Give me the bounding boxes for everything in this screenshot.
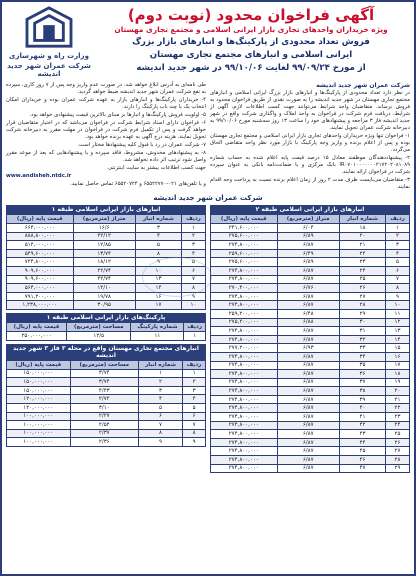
table-cell: ۲۳ [386, 413, 410, 422]
table-cell: ۵ [138, 403, 182, 412]
table-cell: ۶/۸۷ [277, 370, 339, 379]
table-row [211, 301, 410, 310]
stamp-icon [142, 257, 212, 297]
table-cell: ۱۷ [135, 301, 181, 310]
table-cell: ۶/۸۸ [277, 318, 339, 327]
table-cell: ۱۱ [131, 331, 184, 340]
column-header: قیمت پایه (ریال) [7, 322, 67, 331]
table-row [211, 344, 410, 353]
table-cell: ۲۷۴,۸۰۰,۰۰۰ [211, 447, 278, 456]
paragraph: ۱- فراخوان تنها ویژه خریداران واحدهای تجاری بازار ایرانی اسلامی و مجتمع تجاری مهستان بوده و پس از اعلام برنده و واریز وجه پارکینگ با بازار مورد نظر واحد متقاضی الحاق می‌گردد. [210, 133, 410, 153]
table-cell: ۲۴۱,۶۰۰,۰۰۰ [211, 224, 278, 233]
table-cell: ۲۷۰,۴۰۰,۰۰۰ [211, 284, 278, 293]
table-cell: ۶/۸۷ [277, 447, 339, 456]
table-cell: ۳ [182, 241, 206, 250]
table-cell: ۴۳ [339, 430, 385, 439]
table-cell: ۲۷۴,۸۰۰,۰۰۰ [211, 378, 278, 387]
table-cell: ۲ [183, 378, 206, 387]
table-cell: ۱۴ [386, 335, 410, 344]
table-cell: ۸ [183, 429, 206, 438]
table-row [7, 241, 206, 250]
table-cell: ۳۴ [339, 352, 385, 361]
table-row [211, 232, 410, 241]
table-cell: ۵۱۴,۰۰۰,۰۰۰ [7, 241, 74, 250]
table-cell: ۲/۵۴ [70, 421, 138, 430]
table-cell: ۷۲۴,۸۰۰,۰۰۰ [7, 258, 74, 267]
table-cell: ۶/۸۹ [277, 258, 339, 267]
mahestan-storage-table [6, 360, 206, 447]
company-logo-icon [20, 6, 78, 50]
table-cell: ۳۱ [339, 327, 385, 336]
table-row [211, 335, 410, 344]
table-cell: ۱۲۰,۰۰۰,۰۰۰ [7, 403, 71, 412]
storage-table-floor-2 [210, 214, 410, 473]
title-block [92, 6, 410, 78]
table-cell: ۹ [386, 292, 410, 301]
table-cell: ۹ [182, 292, 206, 301]
table-cell: ۹ [138, 438, 182, 447]
paragraph: ۸- به پیشنهادهای مخدوش، مشروط، فاقد سپرده و یا پیشنهادهایی که بعد از موعد مقرر واصل شود ترتیب اثر داده نخواهد شد. [6, 150, 206, 163]
table-row [7, 386, 206, 395]
table-cell: ۳۸ [339, 387, 385, 396]
table-cell: ۲۷۷,۲۰۰,۰۰۰ [211, 344, 278, 353]
table-row [7, 224, 206, 233]
table-row [211, 430, 410, 439]
table-row [211, 318, 410, 327]
body-column-right [210, 82, 410, 192]
table-cell: ۲۲/۷۴ [73, 266, 135, 275]
table-row [7, 429, 206, 438]
table-cell: ۶/۸۷ [277, 438, 339, 447]
table-cell: ۱۸ [339, 224, 385, 233]
table-row [211, 249, 410, 258]
table-cell: ۶/۹۳ [277, 344, 339, 353]
column-header: شماره انبار [135, 215, 181, 224]
table-cell: ۶/۸۷ [277, 404, 339, 413]
description-line-3: از مورخ ۹۹/۰۹/۲۴ لغایت ۹۹/۱۰/۰۶ در شهر جدید اندیشه [136, 63, 366, 73]
table-cell: ۲۷۴,۸۰۰,۰۰۰ [211, 395, 278, 404]
table-cell: ۶/۸۷ [277, 430, 339, 439]
table-row [211, 370, 410, 379]
table-cell: ۵۶۴,۰۰۰,۰۰۰ [7, 284, 74, 293]
table-cell: ۶/۷۶ [277, 284, 339, 293]
table-cell: ۴۴ [339, 438, 385, 447]
table-cell: ۲۷۴,۸۰۰,۰۰۰ [211, 292, 278, 301]
paragraph: ۶- فراخوان دارای اسناد شرایط شرکت در فراخوان می‌باشد که در اختیار متقاضیان قرار خواهد گرفت و پس از تکمیل فرم شرکت در فراخوان در مهلت مقرر به دبیرخانه شرکت تحویل نمایند. هزینه درج آگهی به عهده برنده خواهد بود. [6, 120, 206, 140]
table-cell: ۴ [138, 395, 182, 404]
table-cell: ۵۴۹,۶۰۰,۰۰۰ [7, 249, 74, 258]
table-cell: ۱۲/۸۵ [73, 241, 135, 250]
paragraph: جهت کسب اطلاعات بیشتر به سایت اینترنتی [108, 165, 206, 171]
paragraph: ۴- خریداران پارکینگ‌ها و انبارهای بازار به عهده شرکت عمران بوده و خریداران امکان انتخاب یک یا چند باب پارکینگ را دارند. [6, 97, 206, 110]
table-cell: ۹ [135, 258, 181, 267]
paragraph: در نظر دارد تعداد محدودی از پارکینگ‌ها و انبارهای بازار بزرگ ایرانی اسلامی و انبارهای مجتمع تجاری مهستان در شهر جدید اندیشه را به صورت نقدی از طریق فراخوان محدود به فروش برساند. متقاضیان واجد شرایط می‌توانند جهت کسب اطلاعات لازم، آگهی از شرایط، دریافت فرم شرکت در فراخوان به واحد املاک و واگذاری شرکت واقع در شهر جدید اندیشه فاز ۳ مراجعه و پیشنهادهای خود را ساعت ۱۳ روز سه‌شنبه مورخ ۹۹/۱۰/۰۶ به دبیرخانه شرکت عمران تحویل نمایند. [210, 90, 410, 131]
table-column-right [210, 205, 410, 473]
table-cell: ۲۴ [386, 421, 410, 430]
table-cell: ۲۷۴,۸۰۰,۰۰۰ [211, 456, 278, 465]
table-cell: ۶/۰۴ [277, 224, 339, 233]
table-row [211, 464, 410, 473]
table-cell: ۷۹۱,۲۰۰,۰۰۰ [7, 292, 74, 301]
table-cell: ۲۷ [339, 292, 385, 301]
table-cell: ۲۷۴,۸۰۰,۰۰۰ [211, 370, 278, 379]
table-cell: ۱ [138, 369, 182, 378]
table-cell: ۲/۳۶ [70, 438, 138, 447]
table-row [7, 421, 206, 430]
table-cell: ۸ [138, 429, 182, 438]
column-header: شماره انبار [138, 360, 182, 369]
table-cell: ۲۵۹,۶۰۰,۰۰۰ [211, 249, 278, 258]
table-cell: ۶/۸۷ [277, 292, 339, 301]
table-cell: ۱۹/۷۸ [73, 292, 135, 301]
column-header: ردیف [184, 322, 206, 331]
table-cell: ۱۲/۵ [66, 331, 130, 340]
table-cell: ۴ [386, 249, 410, 258]
table-cell: ۱,۲۳۸,۰۰۰,۰۰۰ [7, 301, 74, 310]
table-row [7, 412, 206, 421]
table-row [7, 438, 206, 447]
table-cell: ۸ [386, 284, 410, 293]
table-cell: ۶/۸۷ [277, 266, 339, 275]
table-cell: ۱۲ [386, 318, 410, 327]
table-cell: ۱۰۰,۰۰۰,۰۰۰ [7, 412, 71, 421]
table-header-row [7, 322, 206, 331]
table-cell: ۳۵ [339, 361, 385, 370]
paragraph: ۳- متقاضیان می‌بایست ظرف مدت ۲ روز از زمان اعلام برنده نسبت به پرداخت وجه اقدام نمایند. [210, 177, 410, 190]
table-cell: ۱۴/۱۰ [73, 284, 135, 293]
table-cell: ۲۷۴,۸۰۰,۰۰۰ [211, 421, 278, 430]
table-cell: ۲۲/۱۲ [73, 232, 135, 241]
table-cell: ۷ [138, 421, 182, 430]
table-cell: ۱ [184, 331, 206, 340]
table-header-row [7, 360, 206, 369]
column-header: شماره پارکینگ [131, 322, 184, 331]
table-cell: ۳ [386, 241, 410, 250]
table-cell: ۱۵ [386, 344, 410, 353]
table-cell: ۲۷۵,۶۰۰,۰۰۰ [211, 258, 278, 267]
table-cell: ۱۰ [135, 266, 181, 275]
table-cell: ۳۷ [339, 378, 385, 387]
table-cell: ۳ [138, 386, 182, 395]
page-subtitle: ویژه خریداران واحدهای تجاری بازار ایرانی اسلامی و مجتمع تجاری مهستان [114, 25, 388, 34]
table-row [211, 224, 410, 233]
table-cell: ۲۷۴,۸۰۰,۰۰۰ [211, 413, 278, 422]
table-cell: ۶/۸۷ [277, 301, 339, 310]
table-cell: ۶ [138, 412, 182, 421]
body-column-left [6, 82, 206, 192]
table-cell: ۱۴ [135, 284, 181, 293]
table-cell: ۳ [183, 386, 206, 395]
website-link[interactable]: www.andisheh.ntdc.ir [6, 173, 72, 179]
table-cell: ۸ [135, 249, 181, 258]
table-cell: ۴ [183, 395, 206, 404]
table-cell: ۱ [183, 369, 206, 378]
table-row [7, 369, 206, 378]
table-row [211, 241, 410, 250]
column-header: ردیف [182, 215, 206, 224]
page-title: آگهی فراخوان محدود (نوبت دوم) [127, 6, 375, 24]
table-row [7, 378, 206, 387]
table-cell: ۹۰۹,۶۰۰,۰۰۰ [7, 275, 74, 284]
table-cell: ۶/۸۷ [277, 413, 339, 422]
column-header: ردیف [386, 215, 410, 224]
table-cell: ۱۶ [386, 352, 410, 361]
table-row [211, 421, 410, 430]
table-cell: ۳۹ [339, 395, 385, 404]
table-cell: ۲۷ [386, 447, 410, 456]
table-cell: ۶۶۴,۰۰۰,۰۰۰ [7, 224, 74, 233]
table-cell: ۱۳ [135, 275, 181, 284]
table-cell: ۲۷۴,۸۰۰,۰۰۰ [211, 266, 278, 275]
table-cell: ۱ [386, 224, 410, 233]
table-cell: ۲۹ [386, 464, 410, 473]
table-cell: ۲۷۴,۸۰۰,۰۰۰ [211, 241, 278, 250]
table-row [211, 447, 410, 456]
table-cell: ۲۷۴,۸۰۰,۰۰۰ [211, 430, 278, 439]
table-caption: انبارهای بازار ایرانی اسلامی طبقه ۲ [210, 205, 410, 214]
table-cell: ۲۷۴,۸۰۰,۰۰۰ [211, 327, 278, 336]
description-line-2: ایرانی اسلامی و انبارهای مجتمع تجاری مهستان [149, 50, 353, 60]
table-caption: انبارهای مجتمع تجاری مهستان واقع در محله ۳ فاز ۳ شهر جدید اندیشه [6, 344, 206, 360]
table-cell: ۵ [386, 258, 410, 267]
header [6, 6, 410, 78]
table-row [7, 403, 206, 412]
table-cell: ۲۹ [339, 309, 385, 318]
table-row [211, 413, 410, 422]
table-cell: ۲۸ [386, 456, 410, 465]
table-cell: ۲۶ [339, 284, 385, 293]
table-row [211, 456, 410, 465]
section-heading: شرکت عمران شهر جدید اندیشه [316, 82, 410, 89]
body-text [6, 82, 410, 192]
table-cell: ۳ [135, 224, 181, 233]
table-cell: ۳۶ [339, 370, 385, 379]
table-cell: ۲۵۰,۰۰۰,۰۰۰ [7, 331, 67, 340]
logo [6, 6, 92, 78]
table-cell: ۲۱ [339, 241, 385, 250]
table-cell: ۶ [183, 412, 206, 421]
table-cell: ۴ [182, 249, 206, 258]
table-cell: ۶ [182, 266, 206, 275]
paragraph: ۲- پیشنهاددهندگان موظفند معادل ۱۵ درصد قیمت پایه اعلام شده به حساب شماره IR۰۷۰۱۰۰۰۰۰۰۰۲۱۷۲۰۲۰۸۱۰۸۹ بانک مرکزی و یا ضمانت‌نامه بانکی به عنوان سپرده شرکت در فراخوان ارائه نمایند. [210, 155, 411, 175]
column-header: ردیف [183, 360, 206, 369]
table-cell: ۲۷۴,۸۰۰,۰۰۰ [211, 387, 278, 396]
paragraph: ۵- اولویت فروش پارکینگ‌ها و انبارها بر مبنای بالاترین قیمت پیشنهادی خواهد بود. [29, 112, 206, 118]
table-column-left [6, 205, 206, 473]
table-cell: ۲۵۹,۲۰۰,۰۰۰ [211, 309, 278, 318]
table-cell: ۳/۱۰ [70, 403, 138, 412]
table-cell: ۵ [183, 403, 206, 412]
table-row [7, 331, 206, 340]
table-cell: ۱۰ [182, 301, 206, 310]
table-cell: ۲/۷۲ [70, 395, 138, 404]
table-cell: ۶/۸۷ [277, 456, 339, 465]
table-cell: ۱۵۰,۰۰۰,۰۰۰ [7, 369, 71, 378]
table-header-row [211, 215, 410, 224]
table-cell: ۴۶ [339, 456, 385, 465]
table-cell: ۳۰/۹۵ [73, 301, 135, 310]
table-cell: ۷ [183, 421, 206, 430]
table-cell: ۶/۸۷ [277, 335, 339, 344]
table-cell: ۳۲ [339, 335, 385, 344]
table-cell: ۹۰۹,۶۰۰,۰۰۰ [7, 266, 74, 275]
table-row [211, 404, 410, 413]
table-cell: ۲۷۴,۸۰۰,۰۰۰ [211, 404, 278, 413]
table-cell: ۲۷۴,۸۰۰,۰۰۰ [211, 335, 278, 344]
table-cell: ۴۰ [339, 404, 385, 413]
paragraph: طی نامه‌ای به آدرس ابلاغ خواهد شد. در صورت عدم واریز وجه پس از ۷ روز کاری، سپرده به نفع شرکت عمران شهر جدید اندیشه ضبط خواهد گردید. [6, 82, 206, 95]
table-cell: ۲۷۴,۸۰۰,۰۰۰ [211, 438, 278, 447]
table-cell: ۶/۸۷ [277, 241, 339, 250]
table-cell: ۱۲۰,۰۰۰,۰۰۰ [7, 395, 71, 404]
table-cell: ۵ [182, 258, 206, 267]
table-row [211, 258, 410, 267]
table-cell: ۸۸۸,۸۰۰,۰۰۰ [7, 232, 74, 241]
table-cell: ۱۰۰,۰۰۰,۰۰۰ [7, 438, 71, 447]
table-cell: ۶ [386, 266, 410, 275]
column-header: متراژ (مترمربع) [73, 215, 135, 224]
table-cell: ۱۰۰,۰۰۰,۰۰۰ [7, 429, 71, 438]
table-cell: ۶/۸۷ [277, 378, 339, 387]
description-line-1: فروش تعداد محدودی از پارکینگ‌ها و انبارهای بازار بزرگ [132, 37, 370, 47]
table-cell: ۲۵ [339, 275, 385, 284]
column-header: قیمت پایه (ریال) [7, 360, 71, 369]
table-cell: ۶/۸۷ [277, 352, 339, 361]
table-row [211, 309, 410, 318]
table-row [211, 438, 410, 447]
table-row [7, 232, 206, 241]
table-row [211, 361, 410, 370]
table-cell: ۱۵۰,۰۰۰,۰۰۰ [7, 378, 71, 387]
parking-table [6, 322, 206, 341]
table-cell: ۱۳ [386, 327, 410, 336]
table-cell: ۹ [183, 438, 206, 447]
table-caption: انبارهای بازار ایرانی اسلامی طبقه ۱ [6, 205, 206, 214]
table-cell: ۴ [135, 232, 181, 241]
column-header: متراژ (مترمربع) [277, 215, 339, 224]
table-cell: ۱۶ [135, 292, 181, 301]
table-row [211, 266, 410, 275]
table-cell: ۱۸ [386, 370, 410, 379]
table-cell: ۶/۸۷ [277, 361, 339, 370]
table-cell: ۲۲ [339, 249, 385, 258]
table-cell: ۸ [182, 284, 206, 293]
table-cell: ۲۱ [386, 395, 410, 404]
column-header: شماره انبار [339, 215, 385, 224]
table-cell: ۴۱ [339, 413, 385, 422]
signature: شرکت عمران شهر جدید اندیشه [153, 194, 263, 202]
table-cell: ۲۷۵,۶۰۰,۰۰۰ [211, 232, 278, 241]
column-header: مساحت (مترمربع) [70, 360, 138, 369]
table-cell: ۲۷۵,۲۰۰,۰۰۰ [211, 318, 278, 327]
table-row [211, 292, 410, 301]
table-cell: ۱۳/۷۴ [73, 249, 135, 258]
table-cell: ۱۹ [386, 378, 410, 387]
table-cell: ۲/۲۷ [70, 412, 138, 421]
table-cell: ۲۸ [339, 301, 385, 310]
table-cell: ۶/۸۷ [277, 395, 339, 404]
table-cell: ۶/۸۹ [277, 232, 339, 241]
table-cell: ۱۶/۶ [73, 224, 135, 233]
table-cell: ۲۴ [339, 266, 385, 275]
table-cell: ۲ [386, 232, 410, 241]
table-header-row [7, 215, 206, 224]
table-cell: ۱۵۰,۰۰۰,۰۰۰ [7, 386, 71, 395]
table-cell: ۶/۸۷ [277, 421, 339, 430]
table-cell: ۳۰ [339, 318, 385, 327]
table-row [211, 387, 410, 396]
table-cell: ۲ [182, 232, 206, 241]
table-cell: ۶/۸۷ [277, 464, 339, 473]
table-cell: ۴۲ [339, 421, 385, 430]
tables-section [6, 205, 410, 473]
table-cell: ۳/۷۴ [70, 369, 138, 378]
table-cell: ۳/۷۴ [70, 378, 138, 387]
table-cell: ۴۷ [339, 464, 385, 473]
table-cell: ۲۷۴,۸۰۰,۰۰۰ [211, 301, 278, 310]
table-cell: ۲۲/۷۴ [73, 275, 135, 284]
table-cell: ۵ [135, 241, 181, 250]
table-cell: ۷ [386, 275, 410, 284]
paragraph: و یا تلفن‌های ۰۲۱-۶۵۵۲۲۷۷۰ و ۶۵۵۲۰۷۲۴ تماس حاصل نمایید. [70, 181, 206, 187]
table-cell: ۶/۸۷ [277, 327, 339, 336]
table-cell: ۱ [182, 224, 206, 233]
table-cell: ۶/۴۸ [277, 309, 339, 318]
table-cell: ۲۳ [339, 258, 385, 267]
table-cell: ۱۰۰,۰۰۰,۰۰۰ [7, 421, 71, 430]
table-row [211, 327, 410, 336]
table-cell: ۲/۳۷ [70, 429, 138, 438]
table-cell: ۳۳ [339, 344, 385, 353]
table-cell: ۲۷۴,۸۰۰,۰۰۰ [211, 464, 278, 473]
table-cell: ۲۷۴,۸۰۰,۰۰۰ [211, 361, 278, 370]
table-row [7, 301, 206, 310]
table-cell: ۴۵ [339, 447, 385, 456]
table-cell: ۲۲ [386, 404, 410, 413]
column-header: قیمت پایه (ریال) [7, 215, 74, 224]
table-cell: ۲۷۴,۸۰۰,۰۰۰ [211, 352, 278, 361]
table-row [211, 395, 410, 404]
table-row [211, 284, 410, 293]
company-name: شرکت عمران شهر جدید اندیشه [7, 62, 91, 78]
paragraph: ۷- شرکت عمران در رد یا قبول کلیه پیشنهادها مختار است. [77, 142, 206, 148]
table-cell: ۱۸/۱۲ [73, 258, 135, 267]
table-cell: ۱۰ [386, 301, 410, 310]
table-cell: ۶/۸۷ [277, 387, 339, 396]
table-row [211, 352, 410, 361]
table-row [211, 275, 410, 284]
table-cell: ۲۰ [386, 387, 410, 396]
column-header: قیمت پایه (ریال) [211, 215, 278, 224]
table-cell: ۴/۴۳ [70, 386, 138, 395]
table-cell: ۲۵ [386, 430, 410, 439]
table-cell: ۶/۴۹ [277, 249, 339, 258]
table-cell: ۱۷ [386, 361, 410, 370]
table-cell: ۲ [138, 378, 182, 387]
ministry-name: وزارت راه و شهرسازی [9, 52, 89, 60]
table-cell: ۶/۸۷ [277, 275, 339, 284]
table-cell: ۲۰ [339, 232, 385, 241]
table-row [211, 378, 410, 387]
table-row [7, 395, 206, 404]
table-cell: ۲۶ [386, 438, 410, 447]
table-cell: ۱۱ [386, 309, 410, 318]
column-header: مساحت (مترمربع) [66, 322, 130, 331]
table-cell: ۷ [182, 275, 206, 284]
table-caption: پارکینگ‌های بازار ایرانی اسلامی طبقه ۱ [6, 313, 206, 322]
table-cell: ۲۷۴,۸۰۰,۰۰۰ [211, 275, 278, 284]
